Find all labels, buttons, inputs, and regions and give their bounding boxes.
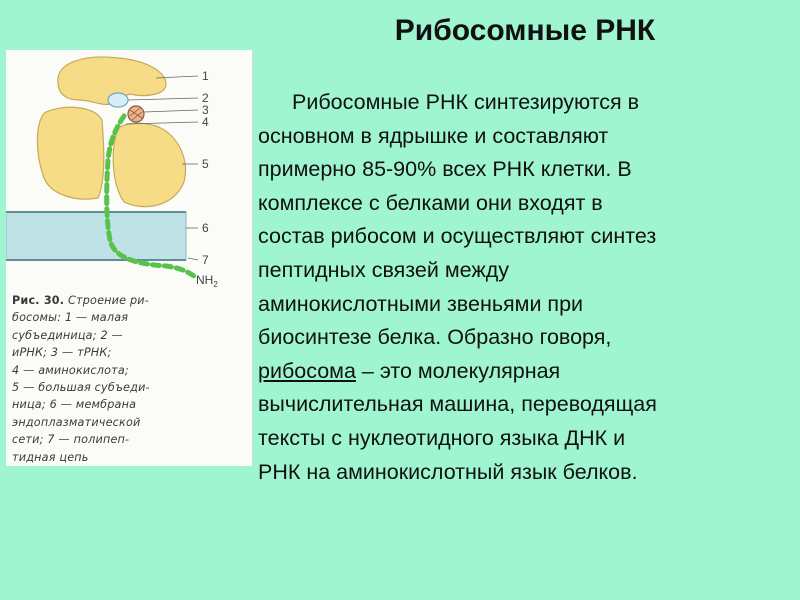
paragraph-line bbox=[258, 355, 778, 389]
leader-line-7 bbox=[188, 258, 198, 260]
caption-line: 4 — аминокислота; bbox=[12, 363, 129, 377]
caption-line: эндоплазматической bbox=[12, 415, 141, 429]
er-membrane bbox=[6, 212, 186, 260]
caption-line: сети; 7 — полипеп- bbox=[12, 433, 130, 447]
figure-label-3: 3 bbox=[202, 103, 209, 117]
ribosome-link[interactable]: рибосома bbox=[258, 358, 356, 383]
paragraph-line: тексты с нуклеотидного языка ДНК и bbox=[258, 425, 626, 450]
paragraph-line: пептидных связей между bbox=[258, 257, 509, 282]
nh2-subscript: 2 bbox=[213, 280, 218, 289]
mrna bbox=[108, 93, 128, 107]
caption-line bbox=[12, 292, 248, 309]
membrane-bottom-edge bbox=[6, 259, 186, 261]
paragraph-line: Рибосомные РНК синтезируются в bbox=[292, 90, 640, 114]
caption-line: субъединица; 2 — bbox=[12, 328, 123, 342]
leader-line-3 bbox=[144, 110, 198, 112]
large-subunit-right bbox=[113, 123, 185, 206]
nh2-label bbox=[196, 273, 218, 289]
figure-label-2: 2 bbox=[202, 91, 209, 105]
figure-label-5: 5 bbox=[202, 157, 209, 171]
after-link-text: – это молекулярная bbox=[355, 358, 561, 383]
paragraph-line: аминокислотными звеньями при bbox=[258, 291, 584, 316]
ribosome-diagram bbox=[6, 50, 252, 290]
caption-figure-number: Рис. 30. bbox=[12, 294, 65, 307]
nh2-text: NH bbox=[196, 273, 214, 287]
paragraph-line: биосинтезе белка. Образно говоря, bbox=[258, 325, 612, 350]
figure-label-1: 1 bbox=[202, 69, 209, 83]
caption-line: босомы: 1 — малая bbox=[12, 311, 129, 325]
paragraph-line: примерно 85-90% всех РНК клетки. В bbox=[258, 157, 632, 182]
caption-line: тидная цепь bbox=[12, 450, 89, 464]
paragraph-line: состав рибосом и осуществляют синтез bbox=[258, 224, 657, 249]
body-paragraph bbox=[258, 86, 778, 489]
figure-label-6: 6 bbox=[202, 221, 209, 235]
paragraph-line: основном в ядрышке и составляют bbox=[258, 123, 609, 148]
leader-line-2 bbox=[128, 98, 198, 100]
caption-line: ница; 6 — мембрана bbox=[12, 398, 137, 412]
slide-title: Рибосомные РНК bbox=[394, 14, 656, 47]
caption-line: иРНК; 3 — тРНК; bbox=[12, 346, 112, 360]
paragraph-line: вычислительная машина, переводящая bbox=[258, 392, 657, 417]
ribosome-figure bbox=[6, 50, 253, 466]
figure-caption bbox=[12, 292, 248, 466]
paragraph-line: РНК на аминокислотный язык белков. bbox=[258, 459, 638, 484]
figure-label-7: 7 bbox=[202, 253, 209, 267]
caption-line-1-rest: Строение ри- bbox=[64, 294, 149, 307]
paragraph-line: комплексе с белками они входят в bbox=[258, 190, 603, 215]
membrane-top-edge bbox=[6, 211, 186, 213]
large-subunit-left bbox=[37, 107, 103, 199]
figure-label-4: 4 bbox=[202, 115, 209, 129]
caption-line: 5 — большая субъеди- bbox=[12, 381, 150, 395]
